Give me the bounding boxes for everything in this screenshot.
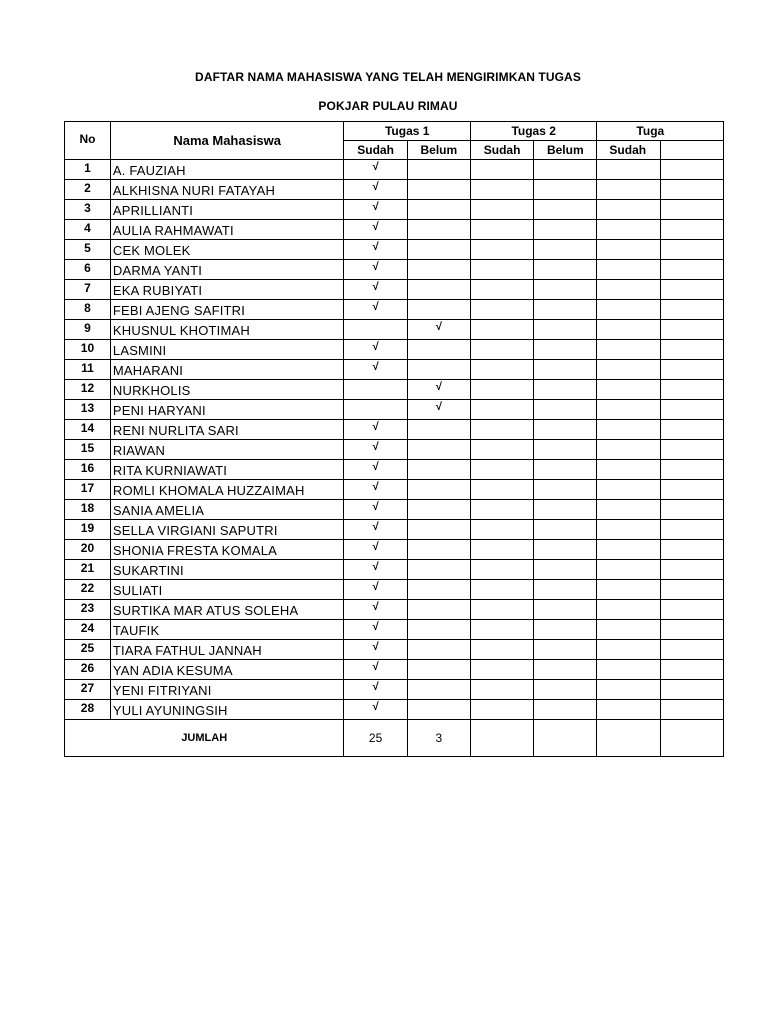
t3-belum-cell (660, 180, 723, 200)
t1-belum-check (407, 700, 470, 720)
t3-belum-cell (660, 640, 723, 660)
table-row (65, 600, 724, 620)
header-t2-sudah: Sudah (470, 141, 533, 160)
t3-belum-cell (660, 620, 723, 640)
row-number: 18 (65, 500, 111, 520)
t3-sudah-cell (597, 360, 660, 380)
t3-belum-cell (660, 420, 723, 440)
student-name: ALKHISNA NURI FATAYAH (110, 180, 344, 200)
student-name: YENI FITRIYANI (110, 680, 344, 700)
t1-sudah-check: √ (344, 660, 407, 680)
t1-belum-check: √ (407, 320, 470, 340)
t1-belum-check (407, 640, 470, 660)
t3-sudah-cell (597, 340, 660, 360)
t2-belum-cell (534, 660, 597, 680)
t1-belum-check (407, 300, 470, 320)
t2-belum-cell (534, 640, 597, 660)
row-number: 10 (65, 340, 111, 360)
t1-belum-check (407, 500, 470, 520)
t2-belum-cell (534, 700, 597, 720)
t1-belum-check (407, 420, 470, 440)
t2-sudah-cell (470, 360, 533, 380)
table-row (65, 340, 724, 360)
t2-belum-cell (534, 180, 597, 200)
row-number: 9 (65, 320, 111, 340)
t1-sudah-check: √ (344, 340, 407, 360)
t2-sudah-cell (470, 240, 533, 260)
row-number: 8 (65, 300, 111, 320)
t2-sudah-cell (470, 260, 533, 280)
student-name: CEK MOLEK (110, 240, 344, 260)
t1-sudah-check: √ (344, 560, 407, 580)
t1-belum-check (407, 520, 470, 540)
t1-sudah-check: √ (344, 360, 407, 380)
t2-belum-cell (534, 500, 597, 520)
table-row (65, 280, 724, 300)
table-row (65, 500, 724, 520)
t1-belum-check (407, 240, 470, 260)
table-row (65, 460, 724, 480)
t2-sudah-cell (470, 680, 533, 700)
row-number: 7 (65, 280, 111, 300)
t2-sudah-cell (470, 300, 533, 320)
t3-sudah-cell (597, 160, 660, 180)
row-number: 14 (65, 420, 111, 440)
t3-sudah-cell (597, 240, 660, 260)
table-row (65, 620, 724, 640)
table-row (65, 480, 724, 500)
t3-sudah-cell (597, 420, 660, 440)
t2-belum-cell (534, 340, 597, 360)
t2-belum-cell (534, 440, 597, 460)
t1-sudah-check: √ (344, 460, 407, 480)
t2-belum-cell (534, 480, 597, 500)
t3-belum-cell (660, 440, 723, 460)
student-name: MAHARANI (110, 360, 344, 380)
table-row (65, 180, 724, 200)
header-t1-sudah: Sudah (344, 141, 407, 160)
table-row (65, 220, 724, 240)
total-label: JUMLAH (65, 720, 344, 757)
t1-sudah-check: √ (344, 520, 407, 540)
total-t3-belum (660, 720, 723, 757)
student-name: SURTIKA MAR ATUS SOLEHA (110, 600, 344, 620)
t1-belum-check (407, 340, 470, 360)
t3-belum-cell (660, 560, 723, 580)
t1-belum-check (407, 200, 470, 220)
t1-sudah-check: √ (344, 260, 407, 280)
total-t1-sudah: 25 (344, 720, 407, 757)
row-number: 4 (65, 220, 111, 240)
student-name: TIARA FATHUL JANNAH (110, 640, 344, 660)
t3-sudah-cell (597, 660, 660, 680)
row-number: 17 (65, 480, 111, 500)
header-t2-belum: Belum (534, 141, 597, 160)
row-number: 27 (65, 680, 111, 700)
t3-belum-cell (660, 600, 723, 620)
student-name: AULIA RAHMAWATI (110, 220, 344, 240)
t2-sudah-cell (470, 380, 533, 400)
row-number: 3 (65, 200, 111, 220)
student-name: EKA RUBIYATI (110, 280, 344, 300)
t3-belum-cell (660, 460, 723, 480)
student-name: KHUSNUL KHOTIMAH (110, 320, 344, 340)
header-t1-belum: Belum (407, 141, 470, 160)
t1-sudah-check: √ (344, 700, 407, 720)
t1-sudah-check: √ (344, 280, 407, 300)
t3-belum-cell (660, 320, 723, 340)
t1-belum-check (407, 580, 470, 600)
t3-belum-cell (660, 660, 723, 680)
total-row (65, 720, 724, 757)
t2-belum-cell (534, 320, 597, 340)
header-t3-belum (660, 141, 723, 160)
t1-sudah-check: √ (344, 540, 407, 560)
t2-belum-cell (534, 240, 597, 260)
row-number: 13 (65, 400, 111, 420)
t2-belum-cell (534, 360, 597, 380)
t1-sudah-check: √ (344, 480, 407, 500)
row-number: 21 (65, 560, 111, 580)
document-subtitle: POKJAR PULAU RIMAU (318, 99, 458, 113)
t1-sudah-check: √ (344, 160, 407, 180)
t3-belum-cell (660, 200, 723, 220)
t1-belum-check: √ (407, 400, 470, 420)
t1-sudah-check: √ (344, 300, 407, 320)
t3-sudah-cell (597, 320, 660, 340)
t2-sudah-cell (470, 620, 533, 640)
student-name: A. FAUZIAH (110, 160, 344, 180)
row-number: 22 (65, 580, 111, 600)
t3-sudah-cell (597, 300, 660, 320)
t1-belum-check: √ (407, 380, 470, 400)
t2-sudah-cell (470, 460, 533, 480)
row-number: 19 (65, 520, 111, 540)
student-name: PENI HARYANI (110, 400, 344, 420)
table-row (65, 380, 724, 400)
student-name: ROMLI KHOMALA HUZZAIMAH (110, 480, 344, 500)
t1-belum-check (407, 560, 470, 580)
t2-sudah-cell (470, 340, 533, 360)
t3-sudah-cell (597, 540, 660, 560)
t2-belum-cell (534, 400, 597, 420)
row-number: 6 (65, 260, 111, 280)
t2-belum-cell (534, 560, 597, 580)
t2-belum-cell (534, 520, 597, 540)
student-name: APRILLIANTI (110, 200, 344, 220)
header-no: No (65, 122, 111, 160)
t3-belum-cell (660, 480, 723, 500)
t2-sudah-cell (470, 600, 533, 620)
table-row (65, 200, 724, 220)
t3-belum-cell (660, 540, 723, 560)
t2-belum-cell (534, 620, 597, 640)
header-tugas-3: Tuga (597, 122, 724, 141)
t3-belum-cell (660, 500, 723, 520)
student-name: FEBI AJENG SAFITRI (110, 300, 344, 320)
t2-belum-cell (534, 380, 597, 400)
t1-belum-check (407, 220, 470, 240)
total-t2-belum (534, 720, 597, 757)
t3-belum-cell (660, 360, 723, 380)
header-tugas-2: Tugas 2 (470, 122, 596, 141)
table-row (65, 360, 724, 380)
table-row (65, 580, 724, 600)
t1-sudah-check: √ (344, 640, 407, 660)
total-t2-sudah (470, 720, 533, 757)
t2-sudah-cell (470, 440, 533, 460)
t2-sudah-cell (470, 420, 533, 440)
t1-sudah-check: √ (344, 580, 407, 600)
t3-sudah-cell (597, 200, 660, 220)
t3-belum-cell (660, 300, 723, 320)
t3-sudah-cell (597, 480, 660, 500)
student-name: YULI AYUNINGSIH (110, 700, 344, 720)
row-number: 1 (65, 160, 111, 180)
t1-sudah-check: √ (344, 200, 407, 220)
t2-belum-cell (534, 160, 597, 180)
row-number: 26 (65, 660, 111, 680)
t2-sudah-cell (470, 700, 533, 720)
row-number: 24 (65, 620, 111, 640)
t3-sudah-cell (597, 460, 660, 480)
t2-belum-cell (534, 680, 597, 700)
t2-sudah-cell (470, 280, 533, 300)
table-row (65, 260, 724, 280)
t2-belum-cell (534, 600, 597, 620)
t1-belum-check (407, 440, 470, 460)
t3-sudah-cell (597, 700, 660, 720)
t1-sudah-check (344, 400, 407, 420)
t3-belum-cell (660, 220, 723, 240)
t1-belum-check (407, 480, 470, 500)
table-row (65, 400, 724, 420)
t3-sudah-cell (597, 220, 660, 240)
total-t3-sudah (597, 720, 660, 757)
table-row (65, 320, 724, 340)
row-number: 23 (65, 600, 111, 620)
t3-sudah-cell (597, 260, 660, 280)
t3-sudah-cell (597, 620, 660, 640)
t2-sudah-cell (470, 500, 533, 520)
table-row (65, 520, 724, 540)
t3-belum-cell (660, 280, 723, 300)
t3-sudah-cell (597, 520, 660, 540)
t2-sudah-cell (470, 560, 533, 580)
t1-sudah-check (344, 380, 407, 400)
t1-sudah-check: √ (344, 500, 407, 520)
header-student-name: Nama Mahasiswa (110, 122, 344, 160)
table-row (65, 440, 724, 460)
t1-sudah-check: √ (344, 220, 407, 240)
student-name: YAN ADIA KESUMA (110, 660, 344, 680)
t1-sudah-check: √ (344, 680, 407, 700)
t2-belum-cell (534, 580, 597, 600)
student-name: RIAWAN (110, 440, 344, 460)
total-t1-belum: 3 (407, 720, 470, 757)
table-body (65, 160, 724, 720)
table-row (65, 420, 724, 440)
assignment-table (64, 121, 724, 757)
row-number: 28 (65, 700, 111, 720)
t2-sudah-cell (470, 220, 533, 240)
t2-belum-cell (534, 280, 597, 300)
student-name: SULIATI (110, 580, 344, 600)
t2-belum-cell (534, 300, 597, 320)
t3-sudah-cell (597, 640, 660, 660)
row-number: 25 (65, 640, 111, 660)
t1-belum-check (407, 180, 470, 200)
student-name: TAUFIK (110, 620, 344, 640)
t1-belum-check (407, 620, 470, 640)
t1-sudah-check: √ (344, 600, 407, 620)
t3-sudah-cell (597, 560, 660, 580)
assignment-table-container (64, 121, 665, 766)
t2-sudah-cell (470, 160, 533, 180)
t1-belum-check (407, 360, 470, 380)
table-row (65, 660, 724, 680)
t2-belum-cell (534, 460, 597, 480)
t2-sudah-cell (470, 540, 533, 560)
t2-belum-cell (534, 220, 597, 240)
row-number: 5 (65, 240, 111, 260)
t3-belum-cell (660, 520, 723, 540)
t3-belum-cell (660, 160, 723, 180)
t2-sudah-cell (470, 400, 533, 420)
table-row (65, 240, 724, 260)
t3-belum-cell (660, 680, 723, 700)
t1-sudah-check: √ (344, 420, 407, 440)
t2-sudah-cell (470, 480, 533, 500)
row-number: 15 (65, 440, 111, 460)
student-name: SHONIA FRESTA KOMALA (110, 540, 344, 560)
t1-sudah-check: √ (344, 620, 407, 640)
t2-sudah-cell (470, 180, 533, 200)
t3-sudah-cell (597, 680, 660, 700)
t2-sudah-cell (470, 580, 533, 600)
t1-sudah-check: √ (344, 440, 407, 460)
t1-belum-check (407, 660, 470, 680)
row-number: 2 (65, 180, 111, 200)
t1-belum-check (407, 680, 470, 700)
t1-sudah-check: √ (344, 240, 407, 260)
student-name: NURKHOLIS (110, 380, 344, 400)
student-name: SUKARTINI (110, 560, 344, 580)
table-row (65, 680, 724, 700)
t3-belum-cell (660, 580, 723, 600)
row-number: 16 (65, 460, 111, 480)
t3-sudah-cell (597, 380, 660, 400)
row-number: 11 (65, 360, 111, 380)
t1-belum-check (407, 280, 470, 300)
table-row (65, 300, 724, 320)
header-row-groups (65, 122, 724, 141)
header-tugas-1: Tugas 1 (344, 122, 470, 141)
t1-sudah-check (344, 320, 407, 340)
student-name: DARMA YANTI (110, 260, 344, 280)
student-name: RITA KURNIAWATI (110, 460, 344, 480)
t3-sudah-cell (597, 400, 660, 420)
t1-belum-check (407, 160, 470, 180)
t1-belum-check (407, 540, 470, 560)
t2-belum-cell (534, 260, 597, 280)
t2-sudah-cell (470, 200, 533, 220)
t3-belum-cell (660, 700, 723, 720)
document-title: DAFTAR NAMA MAHASISWA YANG TELAH MENGIRIMKAN TUGAS (195, 70, 581, 84)
row-number: 12 (65, 380, 111, 400)
t3-sudah-cell (597, 440, 660, 460)
student-name: RENI NURLITA SARI (110, 420, 344, 440)
t3-belum-cell (660, 380, 723, 400)
table-row (65, 540, 724, 560)
t1-belum-check (407, 260, 470, 280)
table-row (65, 700, 724, 720)
t2-belum-cell (534, 420, 597, 440)
table-row (65, 160, 724, 180)
t3-sudah-cell (597, 600, 660, 620)
t3-sudah-cell (597, 500, 660, 520)
t2-sudah-cell (470, 660, 533, 680)
table-row (65, 560, 724, 580)
t1-sudah-check: √ (344, 180, 407, 200)
student-name: LASMINI (110, 340, 344, 360)
t3-belum-cell (660, 260, 723, 280)
t2-sudah-cell (470, 320, 533, 340)
t1-belum-check (407, 600, 470, 620)
t2-sudah-cell (470, 520, 533, 540)
t1-belum-check (407, 460, 470, 480)
student-name: SANIA AMELIA (110, 500, 344, 520)
t3-belum-cell (660, 340, 723, 360)
t3-belum-cell (660, 240, 723, 260)
t3-belum-cell (660, 400, 723, 420)
t3-sudah-cell (597, 580, 660, 600)
t3-sudah-cell (597, 180, 660, 200)
t2-belum-cell (534, 540, 597, 560)
t2-sudah-cell (470, 640, 533, 660)
row-number: 20 (65, 540, 111, 560)
student-name: SELLA VIRGIANI SAPUTRI (110, 520, 344, 540)
t2-belum-cell (534, 200, 597, 220)
table-row (65, 640, 724, 660)
t3-sudah-cell (597, 280, 660, 300)
header-t3-sudah: Sudah (597, 141, 660, 160)
